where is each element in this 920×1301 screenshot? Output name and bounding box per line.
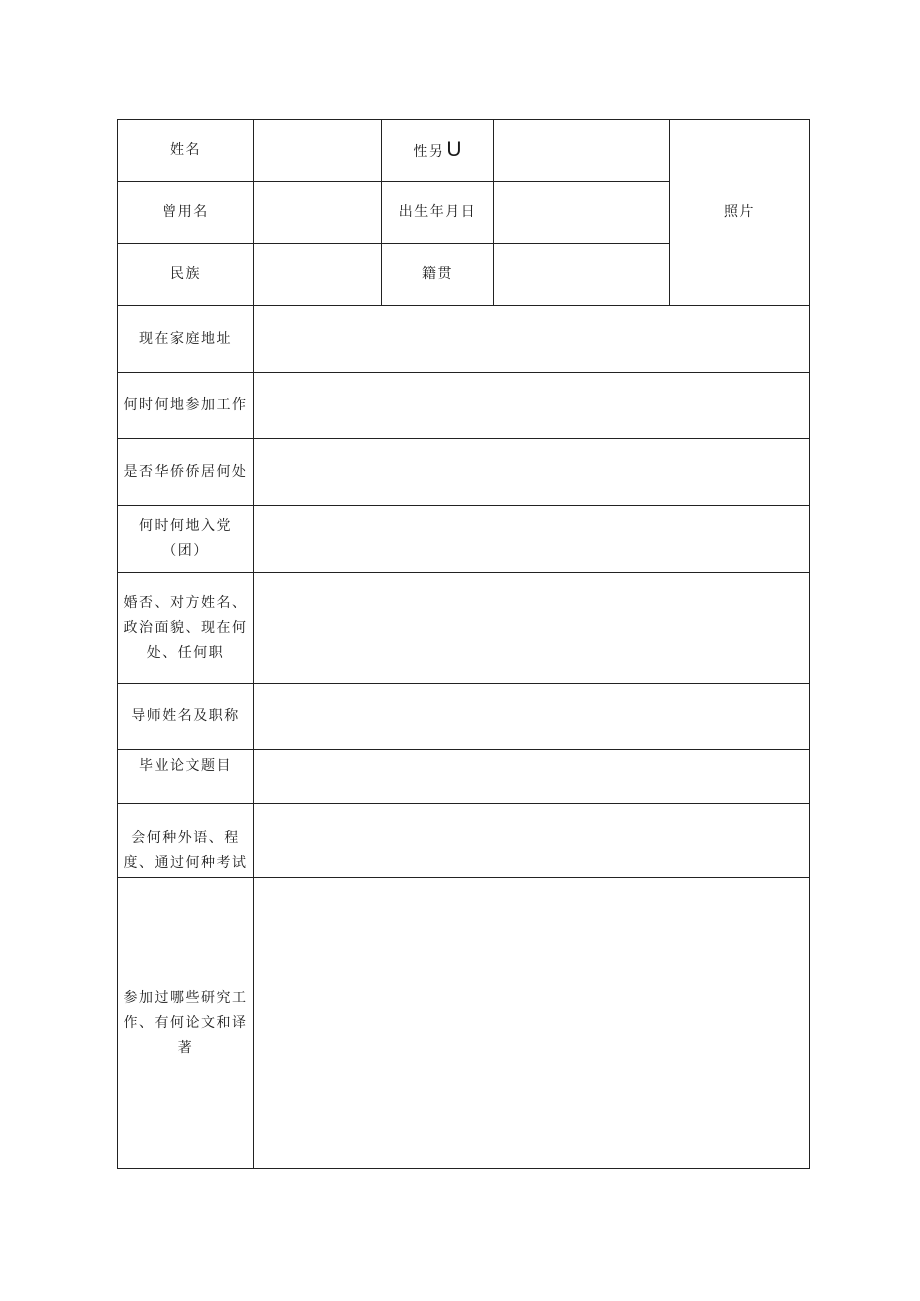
advisor-label: 导师姓名及职称 bbox=[118, 684, 254, 750]
gender-label: 性另U bbox=[382, 120, 494, 182]
native-place-field[interactable] bbox=[494, 244, 670, 306]
row-advisor bbox=[118, 684, 810, 750]
marriage-label: 婚否、对方姓名、 政治面貌、现在何 处、任何职 bbox=[118, 573, 254, 684]
row-marriage bbox=[118, 573, 810, 684]
row-work-start bbox=[118, 373, 810, 439]
native-place-label: 籍贯 bbox=[382, 244, 494, 306]
former-name-label: 曾用名 bbox=[118, 182, 254, 244]
party-label: 何时何地入党 （团） bbox=[118, 506, 254, 573]
row-research bbox=[118, 878, 810, 1169]
birth-date-label: 出生年月日 bbox=[382, 182, 494, 244]
home-address-field[interactable] bbox=[254, 306, 810, 373]
ethnicity-field[interactable] bbox=[254, 244, 382, 306]
party-field[interactable] bbox=[254, 506, 810, 573]
photo-box[interactable] bbox=[670, 120, 810, 306]
row-language bbox=[118, 804, 810, 878]
home-address-label: 现在家庭地址 bbox=[118, 306, 254, 373]
research-label: 参加过哪些研究工 作、有何论文和译 著 bbox=[118, 878, 254, 1169]
photo-label: 照片 bbox=[724, 204, 755, 220]
research-field[interactable] bbox=[254, 878, 810, 1169]
birth-date-field[interactable] bbox=[494, 182, 670, 244]
work-start-label: 何时何地参加工作 bbox=[118, 373, 254, 439]
name-field[interactable] bbox=[254, 120, 382, 182]
work-start-field[interactable] bbox=[254, 373, 810, 439]
former-name-field[interactable] bbox=[254, 182, 382, 244]
row-overseas bbox=[118, 439, 810, 506]
ethnicity-label: 民族 bbox=[118, 244, 254, 306]
registration-form-table bbox=[117, 119, 810, 1169]
thesis-label: 毕业论文题目 bbox=[118, 750, 254, 804]
row-thesis bbox=[118, 750, 810, 804]
thesis-field[interactable] bbox=[254, 750, 810, 804]
advisor-field[interactable] bbox=[254, 684, 810, 750]
overseas-field[interactable] bbox=[254, 439, 810, 506]
name-label: 姓名 bbox=[118, 120, 254, 182]
row-name bbox=[118, 120, 810, 182]
row-party bbox=[118, 506, 810, 573]
language-label: 会何种外语、程 度、通过何种考试 bbox=[118, 804, 254, 878]
overseas-label: 是否华侨侨居何处 bbox=[118, 439, 254, 506]
gender-mark: U bbox=[446, 137, 462, 161]
marriage-field[interactable] bbox=[254, 573, 810, 684]
language-field[interactable] bbox=[254, 804, 810, 878]
row-home-address bbox=[118, 306, 810, 373]
gender-field[interactable] bbox=[494, 120, 670, 182]
